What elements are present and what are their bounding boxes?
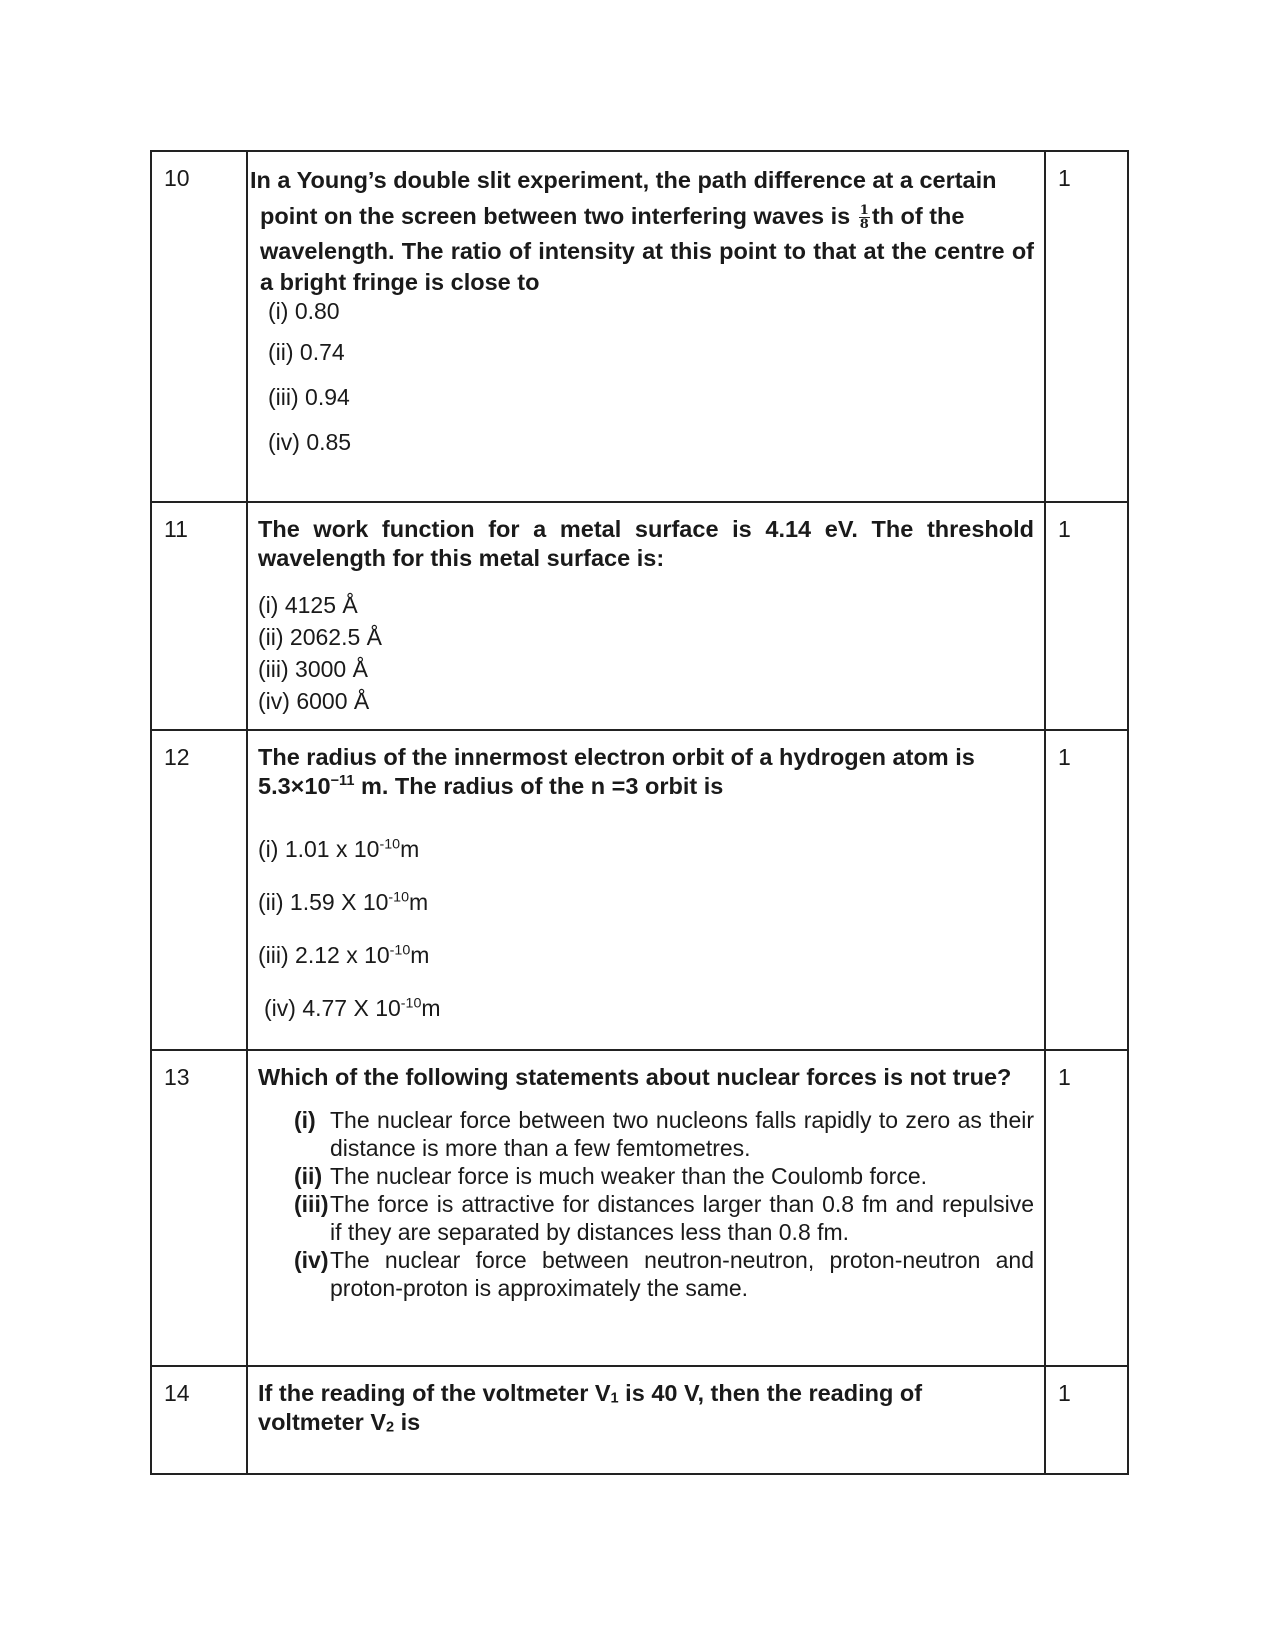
options-list [248,823,1044,1035]
question-number: 11 [164,516,188,542]
question-row [151,1366,1128,1474]
option: (iii) 2.12 x $10^{-10}m$ [258,942,430,968]
option: (iii) 0.94 [268,384,350,410]
option: (ii) 1.59 X $10^{-10}m$ [258,889,429,915]
question-text-line: In a Young’s double slit experiment, the path difference at a certain [250,167,997,193]
question-number: 10 [164,165,190,191]
option: (i) 4125 Å [258,592,358,618]
questions-table [150,150,1129,1475]
statements-list [248,1106,1044,1302]
fraction: $\frac{1}{8}$ [859,203,869,233]
option: (ii) 2062.5 Å [258,624,383,650]
options-list [248,298,1044,465]
option: (i) 0.80 [268,298,340,324]
question-number: 14 [164,1380,190,1406]
question-text [248,152,1044,298]
question-page [150,150,1125,1475]
question-row [151,151,1128,502]
question-text-line: wavelength. The ratio of intensity at this point to that at the centre of a bright fringe is close to [260,238,1034,295]
question-text: If the reading of the voltmeter $V_1$ is 40 V, then the reading of voltmeter $V_2$ is [258,1380,923,1436]
question-marks: 1 [1058,744,1071,770]
question-marks: 1 [1058,516,1071,542]
question-text: Which of the following statements about nuclear forces is not true? [258,1064,1012,1090]
question-row [151,730,1128,1050]
question-marks: 1 [1058,1064,1071,1090]
statement: (iii) The force is attractive for distances larger than 0.8 fm and repulsive if they are separated by distances less than 0.8 fm. [294,1191,1034,1245]
statement: (i) The nuclear force between two nucleons falls rapidly to zero as their distance is more than a few femtometres. [294,1107,1034,1161]
option: (iv) 0.85 [268,429,352,455]
option: (i) 1.01 x $10^{-10}m$ [258,836,420,862]
question-marks: 1 [1058,165,1071,191]
question-marks: 1 [1058,1380,1071,1406]
option: (iv) 6000 Å [258,688,370,714]
question-text: The work function for a metal surface is 4.14 eV. The threshold wavelength for this metal surface is: [258,516,1034,571]
question-text-line: point on the screen between two interfering waves is $\frac{1}{8}$ th of the [260,203,965,233]
question-row [151,1050,1128,1366]
option: (iv) 4.77 X $10^{-10}m$ [264,995,441,1021]
options-list [248,589,1044,717]
statement: (iv) The nuclear force between neutron-neutron, proton-neutron and proton-proton is approximately the same. [294,1247,1034,1301]
question-row [151,502,1128,730]
option: (ii) 0.74 [268,339,345,365]
question-number: 13 [164,1064,190,1090]
question-number: 12 [164,744,190,770]
option: (iii) 3000 Å [258,656,368,682]
statement: (ii) The nuclear force is much weaker than the Coulomb force. [294,1163,928,1189]
question-text: The radius of the innermost electron orbit of a hydrogen atom is $5.3\times 10^{-11}$ m. The radius of the n =3 orbit is [258,744,975,799]
